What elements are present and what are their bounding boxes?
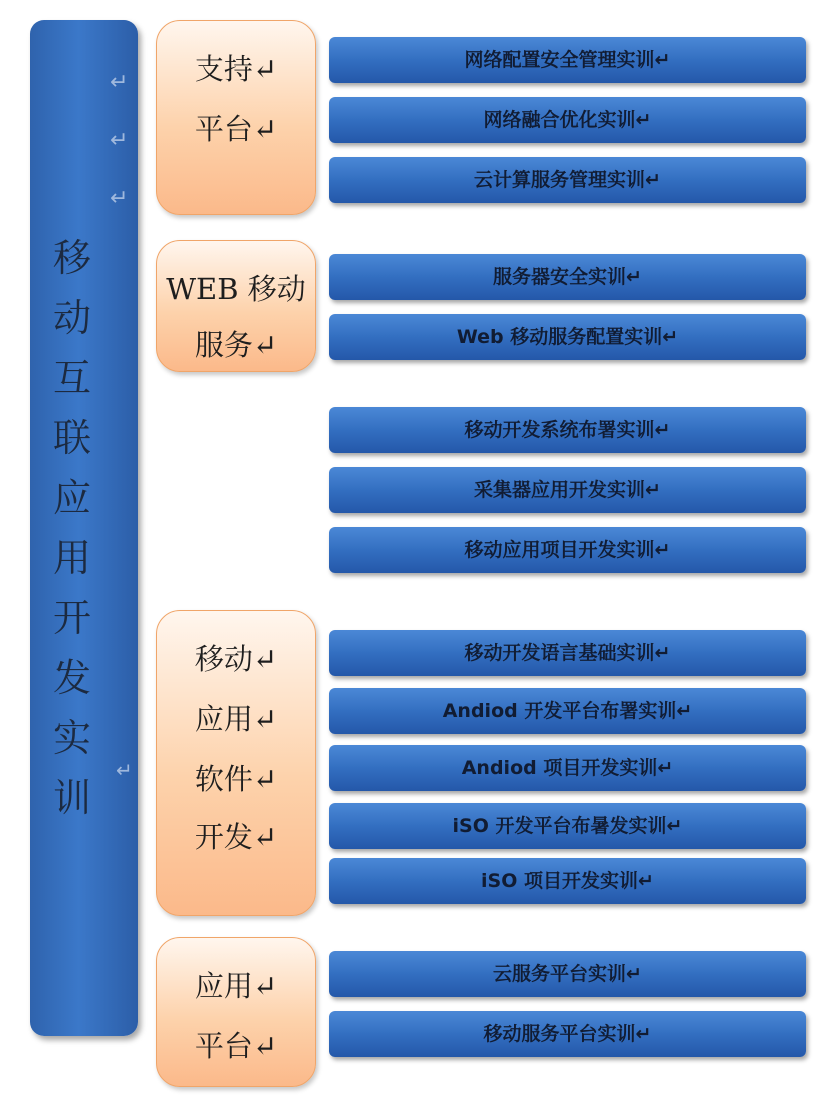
item-box: 移动开发系统布署实训↵ xyxy=(329,407,806,453)
root-label-char: 移 xyxy=(52,236,91,280)
root-label-char: 动 xyxy=(52,296,91,340)
return-mark: ↵ xyxy=(110,128,129,153)
root-label-char: 应 xyxy=(52,476,91,520)
group-label-line: 应用↵ xyxy=(194,702,278,736)
root-label-char: 训 xyxy=(52,776,91,820)
item-box: Andiod 项目开发实训↵ xyxy=(329,745,806,791)
item-box: 采集器应用开发实训↵ xyxy=(329,467,806,513)
group-label-line: 软件↵ xyxy=(194,762,278,796)
item-box: iSO 开发平台布暑发实训↵ xyxy=(329,803,806,849)
return-mark: ↵ xyxy=(110,186,129,211)
group-label-line: 平台↵ xyxy=(194,1029,278,1063)
item-box: 云计算服务管理实训↵ xyxy=(329,157,806,203)
item-box: 移动服务平台实训↵ xyxy=(329,1011,806,1057)
root-label-char: 联 xyxy=(52,416,91,460)
root-end-return-mark: ↵ xyxy=(116,758,133,782)
group-support-platform xyxy=(156,20,316,215)
group-label-line: WEB 移动 xyxy=(166,272,306,306)
root-label-char: 用 xyxy=(52,536,91,580)
group-label-line: 开发↵ xyxy=(194,820,278,854)
item-box: iSO 项目开发实训↵ xyxy=(329,858,806,904)
root-label xyxy=(30,228,114,828)
group-mobile-app-software-dev xyxy=(156,610,316,916)
group-label-line: 移动↵ xyxy=(194,642,278,676)
item-box: 移动应用项目开发实训↵ xyxy=(329,527,806,573)
group-web-mobile-service xyxy=(156,240,316,372)
return-mark: ↵ xyxy=(110,70,129,95)
item-box: 网络融合优化实训↵ xyxy=(329,97,806,143)
root-label-char: 实 xyxy=(52,716,91,760)
root-return-marks xyxy=(110,70,150,244)
group-label-line: 应用↵ xyxy=(194,969,278,1003)
group-application-platform xyxy=(156,937,316,1087)
item-box: 云服务平台实训↵ xyxy=(329,951,806,997)
group-label-line: 支持↵ xyxy=(194,52,278,86)
item-box: 服务器安全实训↵ xyxy=(329,254,806,300)
root-label-char: 发 xyxy=(52,656,91,700)
item-box: 网络配置安全管理实训↵ xyxy=(329,37,806,83)
group-label-line: 平台↵ xyxy=(194,112,278,146)
item-box: 移动开发语言基础实训↵ xyxy=(329,630,806,676)
root-node xyxy=(30,20,138,1036)
root-label-char: 互 xyxy=(52,356,91,400)
root-label-char: 开 xyxy=(52,596,91,640)
group-label-line: 服务↵ xyxy=(194,328,278,362)
item-box: Andiod 开发平台布署实训↵ xyxy=(329,688,806,734)
item-box: Web 移动服务配置实训↵ xyxy=(329,314,806,360)
